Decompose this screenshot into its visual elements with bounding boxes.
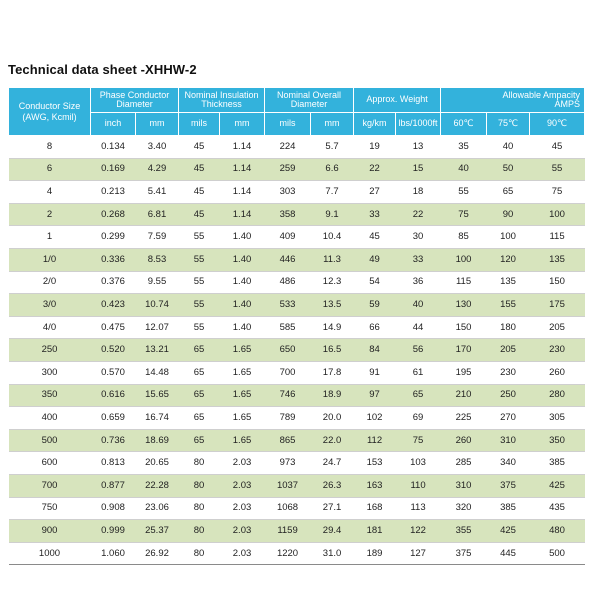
conductor-size-cell: 2 (9, 203, 91, 226)
unit-header: inch (91, 113, 136, 136)
table-cell: 1.40 (220, 294, 265, 317)
table-cell: 80 (179, 474, 220, 497)
table-cell: 0.213 (91, 181, 136, 204)
table-cell: 585 (265, 316, 311, 339)
table-cell: 22.28 (136, 474, 179, 497)
table-cell: 35 (441, 136, 487, 159)
table-row (9, 316, 585, 339)
table-cell: 25.37 (136, 520, 179, 543)
table-cell: 55 (179, 294, 220, 317)
header-ampacity: Allowable Ampacity AMPS (441, 88, 585, 113)
table-cell: 0.336 (91, 248, 136, 271)
header-weight: Approx. Weight (354, 88, 441, 113)
table-cell: 385 (487, 497, 530, 520)
conductor-size-cell: 500 (9, 429, 91, 452)
table-cell: 91 (354, 361, 396, 384)
conductor-size-cell: 4 (9, 181, 91, 204)
table-cell: 65 (179, 429, 220, 452)
table-cell: 0.423 (91, 294, 136, 317)
table-cell: 75 (530, 181, 585, 204)
table-row (9, 452, 585, 475)
table-cell: 22.0 (311, 429, 354, 452)
table-cell: 65 (179, 384, 220, 407)
table-cell: 19 (354, 136, 396, 159)
table-cell: 100 (530, 203, 585, 226)
table-cell: 69 (396, 407, 441, 430)
header-overall-diameter: Nominal Overall Diameter (265, 88, 354, 113)
table-cell: 33 (396, 248, 441, 271)
conductor-size-cell: 900 (9, 520, 91, 543)
table-cell: 153 (354, 452, 396, 475)
table-cell: 100 (487, 226, 530, 249)
table-cell: 789 (265, 407, 311, 430)
table-cell: 155 (487, 294, 530, 317)
table-cell: 12.07 (136, 316, 179, 339)
table-cell: 1.65 (220, 384, 265, 407)
table-row (9, 407, 585, 430)
table-cell: 27 (354, 181, 396, 204)
table-row (9, 271, 585, 294)
table-cell: 18.69 (136, 429, 179, 452)
table-row (9, 497, 585, 520)
table-cell: 84 (354, 339, 396, 362)
table-cell: 1.65 (220, 361, 265, 384)
table-cell: 11.3 (311, 248, 354, 271)
table-cell: 50 (487, 158, 530, 181)
table-cell: 0.169 (91, 158, 136, 181)
table-cell: 13.21 (136, 339, 179, 362)
table-cell: 16.74 (136, 407, 179, 430)
table-cell: 425 (530, 474, 585, 497)
table-cell: 865 (265, 429, 311, 452)
table-cell: 205 (530, 316, 585, 339)
table-cell: 120 (487, 248, 530, 271)
table-cell: 270 (487, 407, 530, 430)
table-cell: 225 (441, 407, 487, 430)
table-cell: 0.570 (91, 361, 136, 384)
table-cell: 2.03 (220, 542, 265, 565)
table-cell: 1159 (265, 520, 311, 543)
table-cell: 189 (354, 542, 396, 565)
table-cell: 44 (396, 316, 441, 339)
table-cell: 181 (354, 520, 396, 543)
header-insulation: Nominal Insulation Thickness (179, 88, 265, 113)
table-cell: 45 (530, 136, 585, 159)
table-cell: 486 (265, 271, 311, 294)
table-cell: 6.6 (311, 158, 354, 181)
conductor-size-cell: 1000 (9, 542, 91, 565)
table-cell: 230 (487, 361, 530, 384)
table-cell: 26.92 (136, 542, 179, 565)
table-cell: 31.0 (311, 542, 354, 565)
table-cell: 65 (487, 181, 530, 204)
table-cell: 0.659 (91, 407, 136, 430)
table-cell: 195 (441, 361, 487, 384)
table-cell: 80 (179, 520, 220, 543)
table-cell: 175 (530, 294, 585, 317)
table-cell: 0.134 (91, 136, 136, 159)
table-cell: 280 (530, 384, 585, 407)
table-cell: 210 (441, 384, 487, 407)
table-cell: 0.616 (91, 384, 136, 407)
header-conductor-size: Conductor Size (AWG, Kcmil) (9, 88, 91, 136)
table-cell: 1037 (265, 474, 311, 497)
spec-table (8, 87, 585, 565)
table-cell: 0.520 (91, 339, 136, 362)
table-cell: 0.999 (91, 520, 136, 543)
table-cell: 285 (441, 452, 487, 475)
table-cell: 80 (179, 542, 220, 565)
table-cell: 259 (265, 158, 311, 181)
table-cell: 115 (441, 271, 487, 294)
conductor-size-cell: 1/0 (9, 248, 91, 271)
table-cell: 65 (179, 407, 220, 430)
table-cell: 8.53 (136, 248, 179, 271)
table-cell: 27.1 (311, 497, 354, 520)
table-cell: 16.5 (311, 339, 354, 362)
table-cell: 45 (354, 226, 396, 249)
conductor-size-cell: 250 (9, 339, 91, 362)
conductor-size-cell: 8 (9, 136, 91, 159)
table-cell: 305 (530, 407, 585, 430)
table-cell: 150 (530, 271, 585, 294)
table-cell: 30 (396, 226, 441, 249)
table-cell: 17.8 (311, 361, 354, 384)
header-phase-conductor: Phase Conductor Diameter (91, 88, 179, 113)
table-cell: 23.06 (136, 497, 179, 520)
table-cell: 65 (396, 384, 441, 407)
table-cell: 303 (265, 181, 311, 204)
table-cell: 10.74 (136, 294, 179, 317)
table-cell: 13.5 (311, 294, 354, 317)
conductor-size-cell: 6 (9, 158, 91, 181)
table-cell: 358 (265, 203, 311, 226)
table-cell: 55 (179, 248, 220, 271)
table-cell: 168 (354, 497, 396, 520)
unit-header: mm (311, 113, 354, 136)
table-cell: 700 (265, 361, 311, 384)
table-row (9, 136, 585, 159)
table-cell: 75 (441, 203, 487, 226)
table-cell: 4.29 (136, 158, 179, 181)
table-cell: 260 (530, 361, 585, 384)
table-cell: 205 (487, 339, 530, 362)
table-cell: 9.55 (136, 271, 179, 294)
table-cell: 135 (530, 248, 585, 271)
table-body (9, 136, 585, 565)
table-cell: 102 (354, 407, 396, 430)
table-cell: 55 (179, 316, 220, 339)
unit-header: 75℃ (487, 113, 530, 136)
conductor-size-cell: 300 (9, 361, 91, 384)
table-row (9, 429, 585, 452)
unit-header: 90℃ (530, 113, 585, 136)
table-cell: 10.4 (311, 226, 354, 249)
table-cell: 36 (396, 271, 441, 294)
table-cell: 650 (265, 339, 311, 362)
table-cell: 26.3 (311, 474, 354, 497)
table-row (9, 203, 585, 226)
table-cell: 80 (179, 497, 220, 520)
table-cell: 1.40 (220, 226, 265, 249)
page-title: Technical data sheet -XHHW-2 (8, 62, 197, 77)
table-cell: 40 (396, 294, 441, 317)
table-cell: 1.65 (220, 429, 265, 452)
table-row (9, 158, 585, 181)
table-cell: 480 (530, 520, 585, 543)
unit-header: lbs/1000ft (396, 113, 441, 136)
table-cell: 45 (179, 158, 220, 181)
table-cell: 14.9 (311, 316, 354, 339)
conductor-size-cell: 400 (9, 407, 91, 430)
table-cell: 1.40 (220, 271, 265, 294)
table-cell: 3.40 (136, 136, 179, 159)
table-cell: 29.4 (311, 520, 354, 543)
table-cell: 2.03 (220, 474, 265, 497)
table-cell: 110 (396, 474, 441, 497)
table-row (9, 384, 585, 407)
table-cell: 85 (441, 226, 487, 249)
table-cell: 24.7 (311, 452, 354, 475)
unit-header: mm (136, 113, 179, 136)
table-cell: 90 (487, 203, 530, 226)
table-cell: 320 (441, 497, 487, 520)
table-cell: 100 (441, 248, 487, 271)
table-cell: 49 (354, 248, 396, 271)
table-cell: 2.03 (220, 497, 265, 520)
table-cell: 14.48 (136, 361, 179, 384)
table-cell: 18 (396, 181, 441, 204)
table-cell: 12.3 (311, 271, 354, 294)
table-cell: 59 (354, 294, 396, 317)
table-cell: 150 (441, 316, 487, 339)
conductor-size-cell: 4/0 (9, 316, 91, 339)
table-cell: 130 (441, 294, 487, 317)
table-cell: 15 (396, 158, 441, 181)
table-cell: 409 (265, 226, 311, 249)
table-cell: 425 (487, 520, 530, 543)
table-cell: 20.65 (136, 452, 179, 475)
table-cell: 40 (487, 136, 530, 159)
table-cell: 180 (487, 316, 530, 339)
table-cell: 45 (179, 203, 220, 226)
table-cell: 533 (265, 294, 311, 317)
table-cell: 6.81 (136, 203, 179, 226)
table-cell: 163 (354, 474, 396, 497)
unit-header: 60℃ (441, 113, 487, 136)
table-cell: 103 (396, 452, 441, 475)
table-cell: 66 (354, 316, 396, 339)
table-row (9, 520, 585, 543)
table-cell: 9.1 (311, 203, 354, 226)
table-cell: 113 (396, 497, 441, 520)
table-cell: 45 (179, 136, 220, 159)
table-cell: 170 (441, 339, 487, 362)
table-cell: 0.877 (91, 474, 136, 497)
table-cell: 33 (354, 203, 396, 226)
table-cell: 1.14 (220, 203, 265, 226)
table-row (9, 294, 585, 317)
table-cell: 224 (265, 136, 311, 159)
table-row (9, 542, 585, 565)
table-row (9, 361, 585, 384)
table-cell: 355 (441, 520, 487, 543)
table-cell: 55 (530, 158, 585, 181)
table-cell: 45 (179, 181, 220, 204)
table-cell: 375 (441, 542, 487, 565)
table-cell: 65 (179, 339, 220, 362)
conductor-size-cell: 750 (9, 497, 91, 520)
table-cell: 0.268 (91, 203, 136, 226)
table-cell: 1.14 (220, 181, 265, 204)
table-cell: 5.7 (311, 136, 354, 159)
table-cell: 55 (179, 226, 220, 249)
table-cell: 18.9 (311, 384, 354, 407)
table-cell: 122 (396, 520, 441, 543)
table-cell: 115 (530, 226, 585, 249)
table-cell: 1.40 (220, 316, 265, 339)
conductor-size-cell: 350 (9, 384, 91, 407)
table-cell: 973 (265, 452, 311, 475)
table-row (9, 226, 585, 249)
table-cell: 746 (265, 384, 311, 407)
table-cell: 446 (265, 248, 311, 271)
table-cell: 127 (396, 542, 441, 565)
table-cell: 385 (530, 452, 585, 475)
conductor-size-cell: 1 (9, 226, 91, 249)
table-cell: 13 (396, 136, 441, 159)
table-cell: 112 (354, 429, 396, 452)
conductor-size-cell: 600 (9, 452, 91, 475)
table-cell: 20.0 (311, 407, 354, 430)
table-cell: 7.59 (136, 226, 179, 249)
table-cell: 375 (487, 474, 530, 497)
table-cell: 310 (487, 429, 530, 452)
table-cell: 435 (530, 497, 585, 520)
table-cell: 0.908 (91, 497, 136, 520)
table-cell: 2.03 (220, 452, 265, 475)
table-cell: 5.41 (136, 181, 179, 204)
table-row (9, 474, 585, 497)
table-cell: 40 (441, 158, 487, 181)
table-cell: 1068 (265, 497, 311, 520)
table-row (9, 181, 585, 204)
table-row (9, 339, 585, 362)
table-cell: 1.14 (220, 136, 265, 159)
table-cell: 80 (179, 452, 220, 475)
table-cell: 97 (354, 384, 396, 407)
table-cell: 135 (487, 271, 530, 294)
unit-header: kg/km (354, 113, 396, 136)
table-cell: 0.299 (91, 226, 136, 249)
table-cell: 1.14 (220, 158, 265, 181)
table-cell: 2.03 (220, 520, 265, 543)
table-cell: 340 (487, 452, 530, 475)
table-cell: 15.65 (136, 384, 179, 407)
table-cell: 55 (441, 181, 487, 204)
table-cell: 56 (396, 339, 441, 362)
table-cell: 1.65 (220, 339, 265, 362)
table-cell: 22 (396, 203, 441, 226)
table-cell: 250 (487, 384, 530, 407)
table-cell: 310 (441, 474, 487, 497)
table-cell: 0.475 (91, 316, 136, 339)
conductor-size-cell: 700 (9, 474, 91, 497)
table-cell: 1.060 (91, 542, 136, 565)
table-cell: 445 (487, 542, 530, 565)
table-cell: 1.65 (220, 407, 265, 430)
table-cell: 54 (354, 271, 396, 294)
table-cell: 22 (354, 158, 396, 181)
unit-header: mm (220, 113, 265, 136)
unit-header: mils (265, 113, 311, 136)
table-cell: 350 (530, 429, 585, 452)
table-cell: 0.813 (91, 452, 136, 475)
conductor-size-cell: 3/0 (9, 294, 91, 317)
table-cell: 1220 (265, 542, 311, 565)
table-cell: 65 (179, 361, 220, 384)
table-cell: 1.40 (220, 248, 265, 271)
conductor-size-cell: 2/0 (9, 271, 91, 294)
unit-header: mils (179, 113, 220, 136)
table-cell: 55 (179, 271, 220, 294)
table-cell: 230 (530, 339, 585, 362)
table-cell: 260 (441, 429, 487, 452)
table-row (9, 248, 585, 271)
table-cell: 75 (396, 429, 441, 452)
table-cell: 500 (530, 542, 585, 565)
table-cell: 0.736 (91, 429, 136, 452)
table-cell: 7.7 (311, 181, 354, 204)
table-cell: 61 (396, 361, 441, 384)
table-cell: 0.376 (91, 271, 136, 294)
